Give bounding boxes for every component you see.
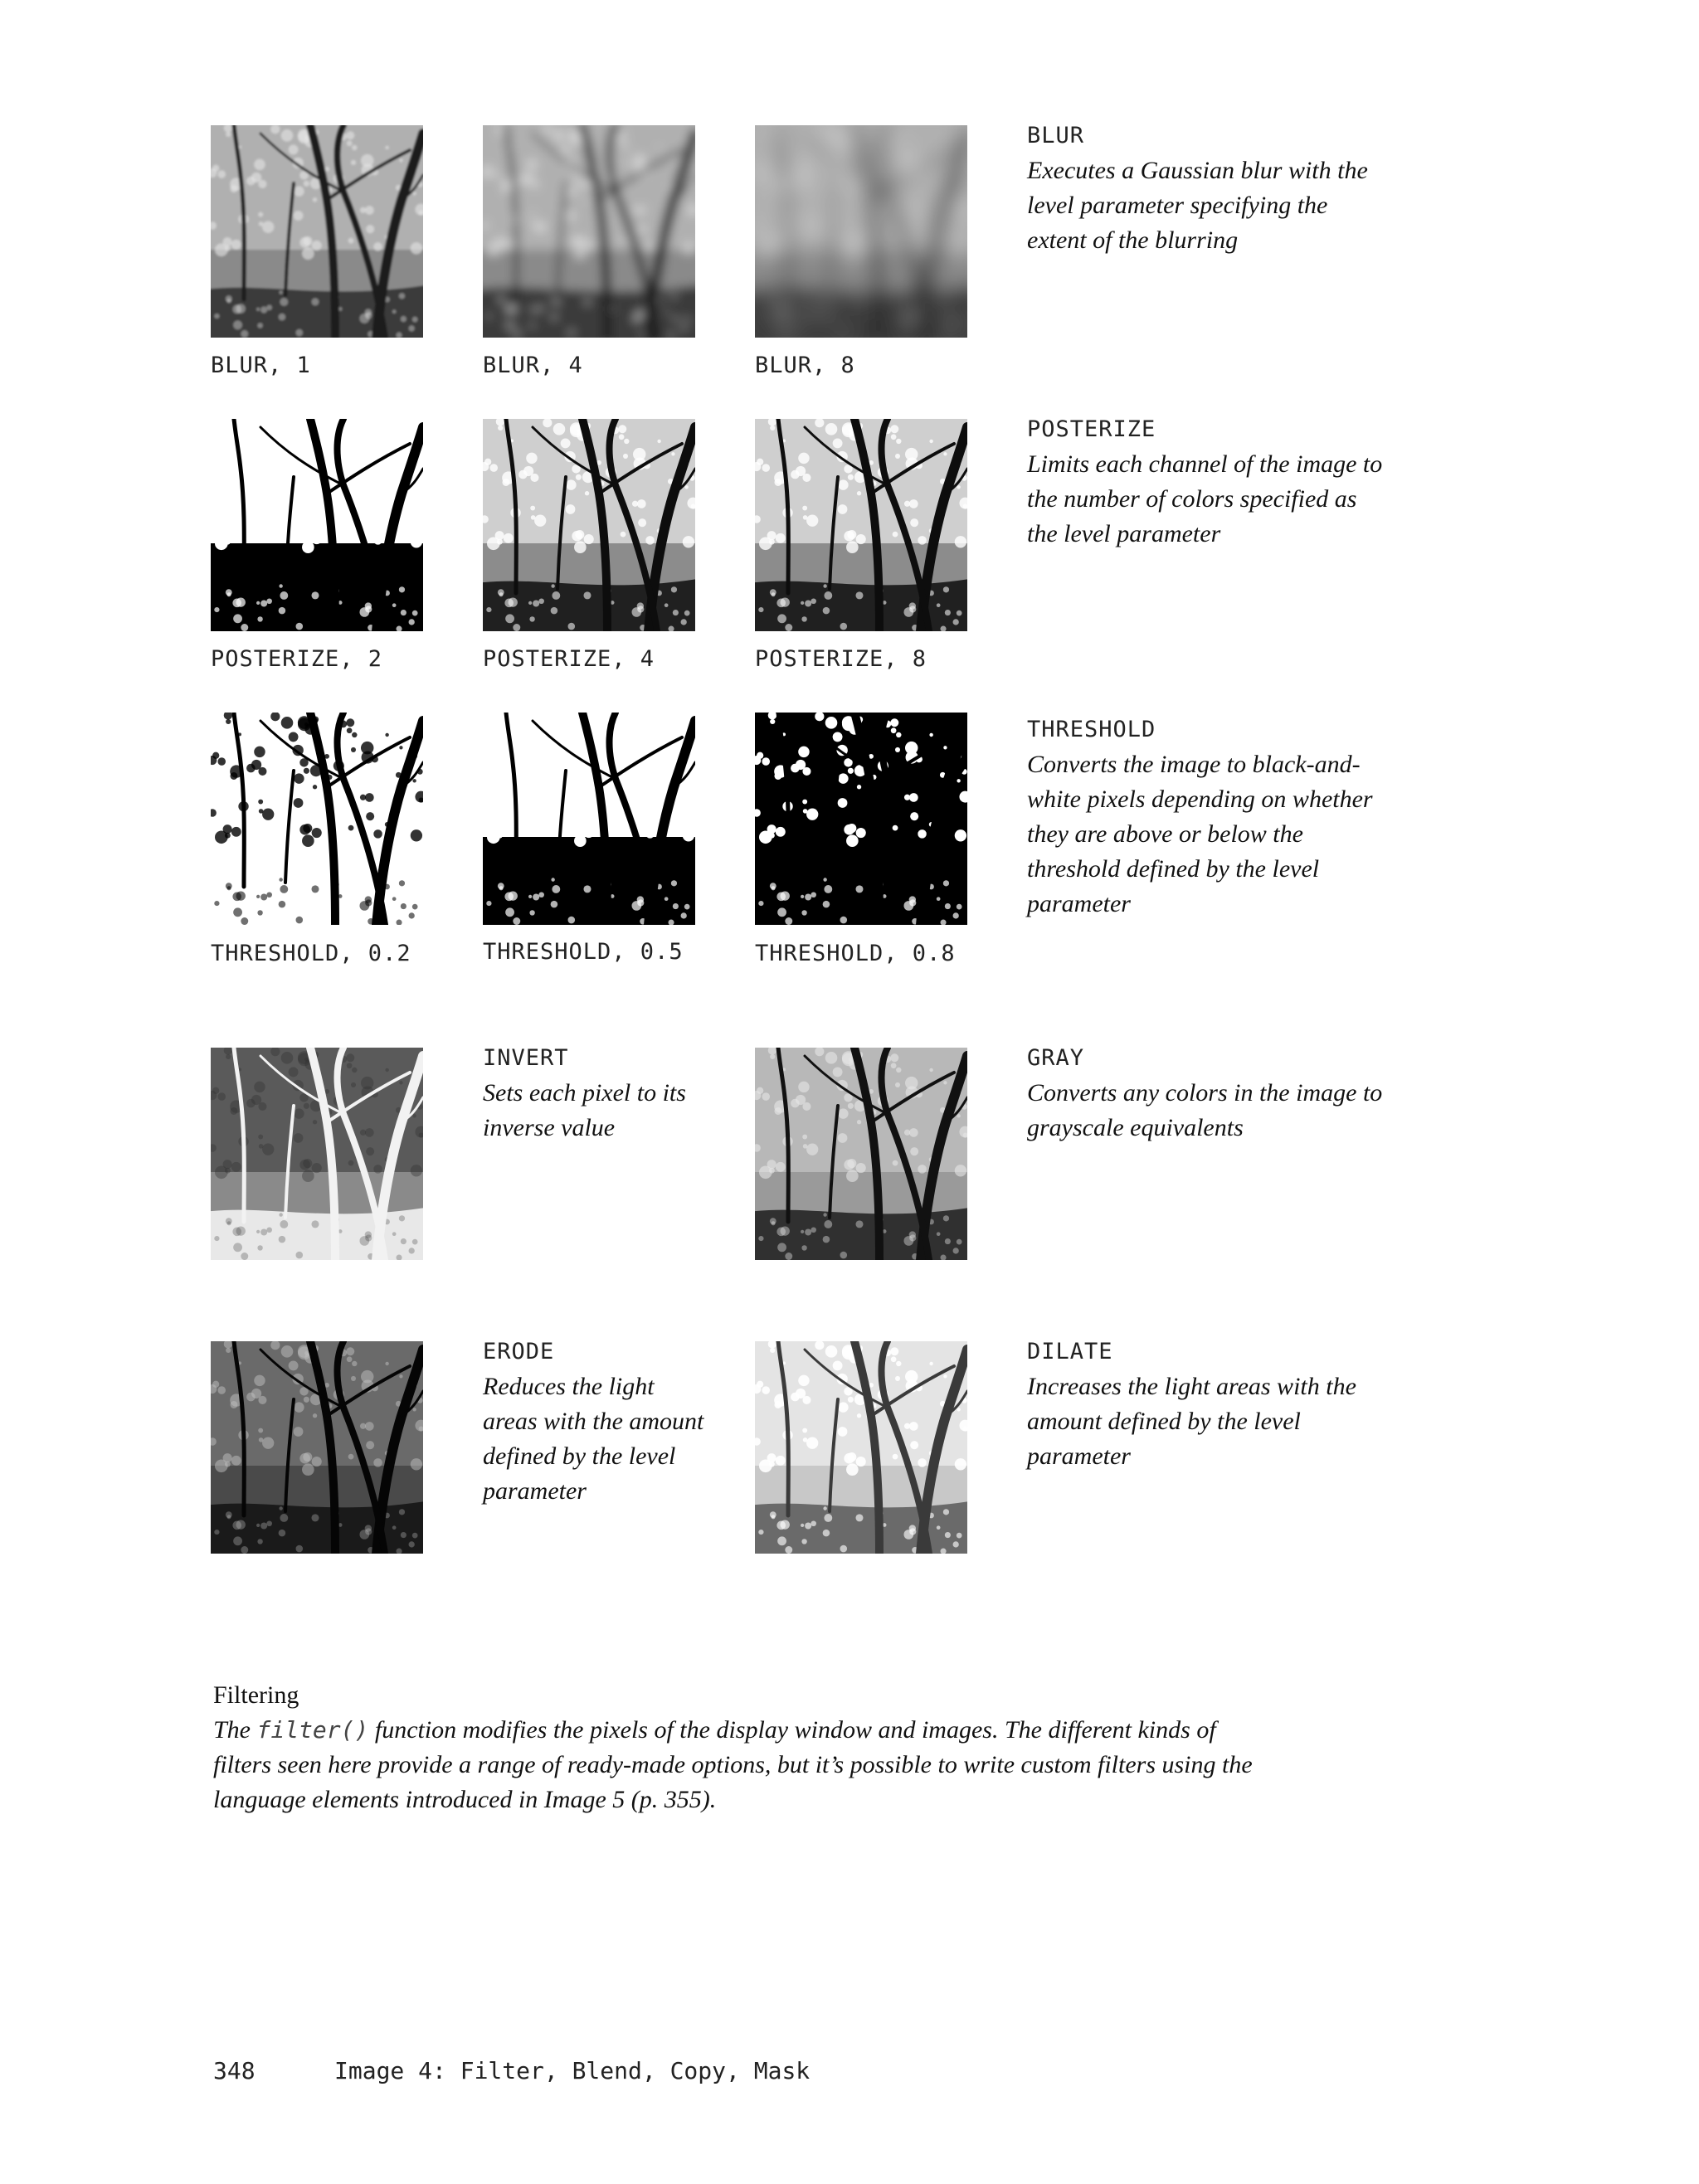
posterize-text: Limits each channel of the image to the number of colors specified as the level parameter (1027, 450, 1383, 547)
forest-scene (755, 1048, 967, 1260)
forest-scene (755, 125, 967, 338)
threshold-description (1027, 713, 1392, 922)
forest-scene (755, 419, 967, 631)
forest-scene (211, 713, 423, 925)
posterize-8-caption: POSTERIZE, 8 (755, 646, 927, 672)
posterize-2-image (211, 419, 423, 631)
forest-scene (211, 125, 423, 338)
blur-term: BLUR (1027, 123, 1085, 148)
filtering-body (213, 1713, 1275, 1817)
page-footer (213, 2057, 810, 2084)
filtering-body-start: The (213, 1716, 257, 1744)
posterize-8-image (755, 419, 967, 631)
filtering-title: Filtering (213, 1681, 299, 1709)
threshold-0.8-caption: THRESHOLD, 0.8 (755, 941, 956, 966)
blur-1-image (211, 125, 423, 338)
forest-scene (483, 125, 695, 338)
posterize-4-image (483, 419, 695, 631)
filtering-section (213, 1678, 1275, 1817)
dilate-text: Increases the light areas with the amount defined by the level parameter (1027, 1373, 1356, 1470)
invert-term: INVERT (483, 1045, 569, 1071)
threshold-0.8-image (755, 713, 967, 925)
threshold-0.2-image (211, 713, 423, 925)
threshold-text: Converts the image to black-and-white pixels depending on whether they are above or below the threshold defined by the level parameter (1027, 751, 1373, 917)
erode-text: Reduces the light areas with the amount defined by the level parameter (483, 1373, 704, 1505)
gray-description (1027, 1041, 1392, 1146)
blur-8-image (755, 125, 967, 338)
blur-text: Executes a Gaussian blur with the level parameter specifying the extent of the blurring (1027, 157, 1368, 254)
forest-scene (483, 713, 695, 925)
blur-4-image (483, 125, 695, 338)
forest-scene (755, 713, 967, 925)
erode-term: ERODE (483, 1339, 555, 1364)
blur-description (1027, 119, 1392, 258)
dilate-term: DILATE (1027, 1339, 1113, 1364)
invert-text: Sets each pixel to its inverse value (483, 1079, 686, 1141)
blur-8-caption: BLUR, 8 (755, 353, 855, 378)
forest-scene (755, 1341, 967, 1554)
forest-scene (211, 1048, 423, 1260)
posterize-2-caption: POSTERIZE, 2 (211, 646, 383, 672)
filter-function-code: filter() (256, 1716, 369, 1744)
posterize-4-caption: POSTERIZE, 4 (483, 646, 655, 672)
dilate-image (755, 1341, 967, 1554)
gray-text: Converts any colors in the image to grayscale equivalents (1027, 1079, 1383, 1141)
threshold-term: THRESHOLD (1027, 717, 1156, 742)
dilate-description (1027, 1335, 1392, 1474)
gray-image (755, 1048, 967, 1260)
forest-scene (211, 1341, 423, 1554)
page-number: 348 (213, 2057, 256, 2084)
threshold-0.5-caption: THRESHOLD, 0.5 (483, 939, 684, 965)
blur-1-caption: BLUR, 1 (211, 353, 311, 378)
posterize-term: POSTERIZE (1027, 416, 1156, 442)
invert-image (211, 1048, 423, 1260)
blur-4-caption: BLUR, 4 (483, 353, 583, 378)
threshold-0.5-image (483, 713, 695, 925)
filtering-body-end: function modifies the pixels of the display window and images. The different kinds of filters seen here provide a range of ready-made options, but it’s possible to write custom filters using the language elements introduced in Image 5 (p. 355). (213, 1716, 1253, 1813)
forest-scene (211, 419, 423, 631)
erode-image (211, 1341, 423, 1554)
chapter-title: Image 4: Filter, Blend, Copy, Mask (334, 2057, 811, 2084)
gray-term: GRAY (1027, 1045, 1085, 1071)
forest-scene (483, 419, 695, 631)
invert-description (483, 1041, 699, 1146)
posterize-description (1027, 412, 1392, 552)
erode-description (483, 1335, 707, 1509)
threshold-0.2-caption: THRESHOLD, 0.2 (211, 941, 411, 966)
